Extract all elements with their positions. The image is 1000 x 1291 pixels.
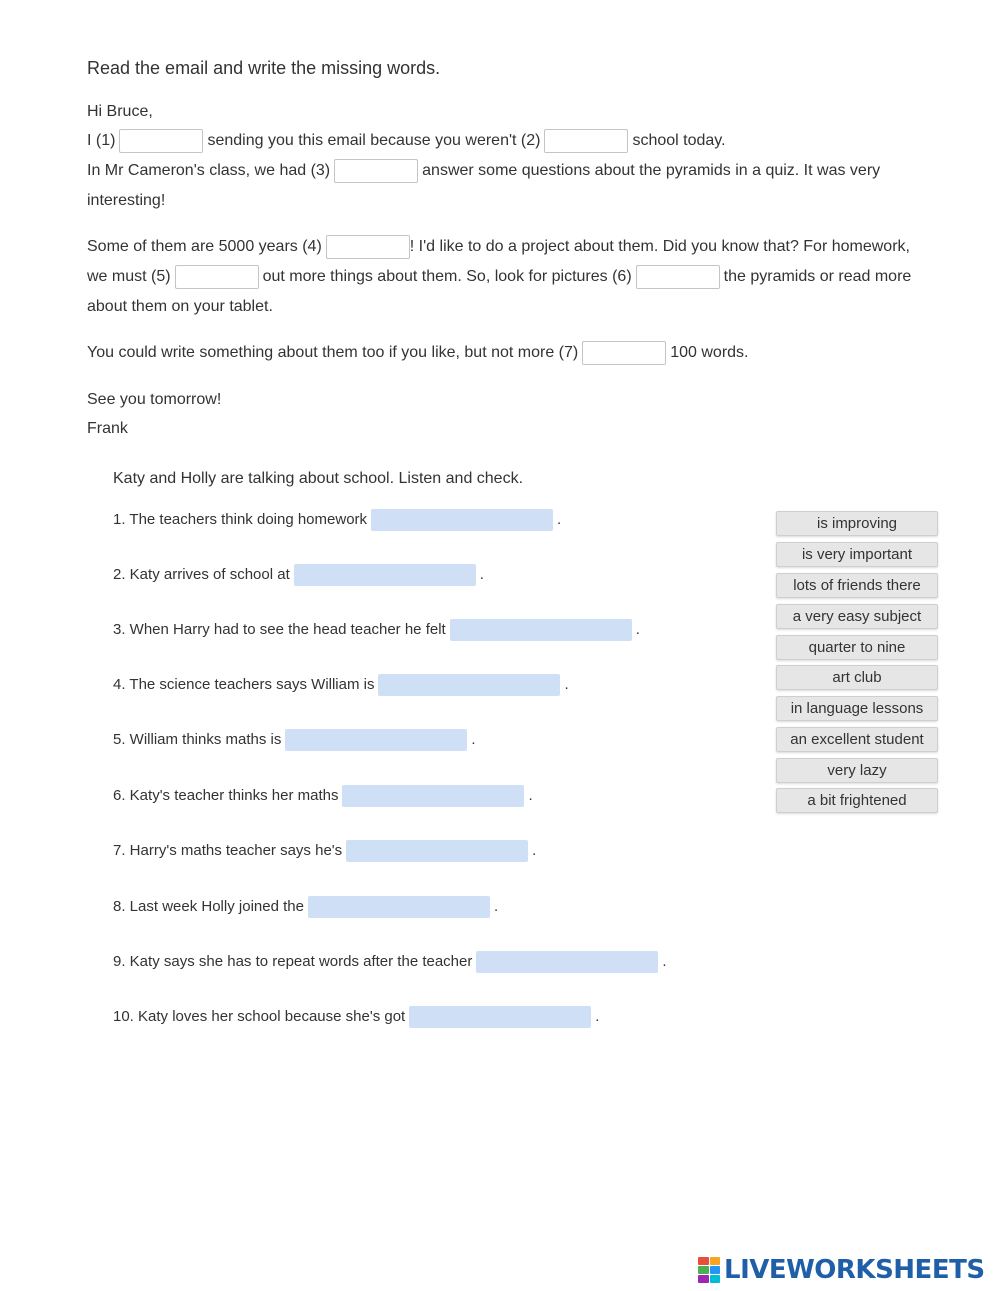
blank-6-input[interactable]: [636, 265, 720, 289]
text: we must (5): [87, 268, 171, 285]
email-closing: See you tomorrow!: [87, 391, 222, 408]
period: .: [635, 621, 640, 638]
liveworksheets-logo: [698, 1255, 985, 1285]
drop-zone-10[interactable]: [409, 1006, 591, 1028]
option-chip-art-club[interactable]: art club: [776, 665, 938, 690]
part2-instruction: Katy and Holly are talking about school. Listen and check.: [113, 470, 524, 487]
option-chip-very-lazy[interactable]: very lazy: [776, 758, 938, 783]
option-chip-a-very-easy-subject[interactable]: a very easy subject: [776, 604, 938, 629]
drop-zone-8[interactable]: [308, 896, 490, 918]
drop-zone-3[interactable]: [450, 619, 632, 641]
email-line-4: [87, 232, 910, 262]
part1-instruction: Read the email and write the missing words.: [87, 58, 441, 78]
blank-3-input[interactable]: [334, 159, 418, 183]
question-text: 2. Katy arrives of school at: [113, 566, 290, 583]
question-text: 9. Katy says she has to repeat words after the teacher: [113, 953, 473, 970]
blank-1-input[interactable]: [119, 129, 203, 153]
question-1: [113, 509, 561, 531]
option-chip-an-excellent-student[interactable]: an excellent student: [776, 727, 938, 752]
period: .: [493, 898, 499, 915]
drop-zone-1[interactable]: [371, 509, 553, 531]
period: .: [471, 731, 476, 748]
blank-7-input[interactable]: [582, 341, 666, 365]
period: .: [528, 787, 533, 804]
period: .: [662, 953, 667, 970]
question-5: [113, 729, 476, 751]
period: .: [532, 842, 537, 859]
drop-zone-9[interactable]: [476, 951, 658, 973]
text: ! I'd like to do a project about them. Did you know that? For homework,: [409, 238, 910, 255]
question-text: 5. William thinks maths is: [113, 731, 282, 748]
drop-zone-7[interactable]: [346, 840, 528, 862]
drop-zone-5[interactable]: [285, 729, 467, 751]
period: .: [479, 566, 484, 583]
question-8: [113, 896, 498, 918]
question-9: [113, 951, 667, 973]
question-10: [113, 1006, 599, 1028]
text: answer some questions about the pyramids in a quiz. It was very: [422, 162, 881, 179]
email-line-6: about them on your tablet.: [87, 298, 273, 315]
drop-zone-6[interactable]: [342, 785, 524, 807]
text: You could write something about them too if you like, but not more (7): [87, 344, 579, 361]
question-2: [113, 564, 484, 586]
option-chip-lots-of-friends-there[interactable]: lots of friends there: [776, 573, 938, 598]
question-text: 4. The science teachers says William is: [113, 676, 375, 693]
question-text: 6. Katy's teacher thinks her maths: [113, 787, 339, 804]
text: Some of them are 5000 years (4): [87, 238, 322, 255]
email-line-3: interesting!: [87, 192, 166, 209]
drop-zone-2[interactable]: [294, 564, 476, 586]
question-text: 8. Last week Holly joined the: [113, 898, 304, 915]
question-text: 7. Harry's maths teacher says he's: [113, 842, 343, 859]
text: I (1): [87, 132, 116, 149]
text: 100 words.: [670, 344, 749, 361]
question-3: [113, 619, 640, 641]
period: .: [595, 1008, 600, 1025]
drop-zone-4[interactable]: [378, 674, 560, 696]
blank-4-input[interactable]: [326, 235, 410, 259]
email-line-5: [87, 262, 911, 292]
liveworksheets-logo-icon: [698, 1257, 720, 1283]
question-text: 10. Katy loves her school because she's got: [113, 1008, 406, 1025]
question-text: 3. When Harry had to see the head teacher he felt: [113, 621, 446, 638]
period: .: [557, 511, 562, 528]
question-7: [113, 840, 536, 862]
blank-5-input[interactable]: [175, 265, 259, 289]
option-chip-is-very-important[interactable]: is very important: [776, 542, 938, 567]
option-chip-in-language-lessons[interactable]: in language lessons: [776, 696, 938, 721]
option-chip-quarter-to-nine[interactable]: quarter to nine: [776, 635, 938, 660]
text: sending you this email because you weren't (2): [207, 132, 541, 149]
text: school today.: [632, 132, 726, 149]
text: the pyramids or read more: [723, 268, 912, 285]
email-line-7: [87, 338, 749, 368]
blank-2-input[interactable]: [544, 129, 628, 153]
text: out more things about them. So, look for pictures (6): [262, 268, 632, 285]
question-6: [113, 785, 533, 807]
question-text: 1. The teachers think doing homework: [113, 511, 368, 528]
option-chip-a-bit-frightened[interactable]: a bit frightened: [776, 788, 938, 813]
text: In Mr Cameron's class, we had (3): [87, 162, 331, 179]
email-signature: Frank: [87, 420, 128, 437]
email-line-1: [87, 126, 726, 156]
email-greeting: Hi Bruce,: [87, 103, 153, 120]
question-4: [113, 674, 569, 696]
option-chip-is-improving[interactable]: is improving: [776, 511, 938, 536]
logo-text: LIVEWORKSHEETS: [724, 1255, 985, 1285]
email-line-2: [87, 156, 880, 186]
period: .: [564, 676, 569, 693]
